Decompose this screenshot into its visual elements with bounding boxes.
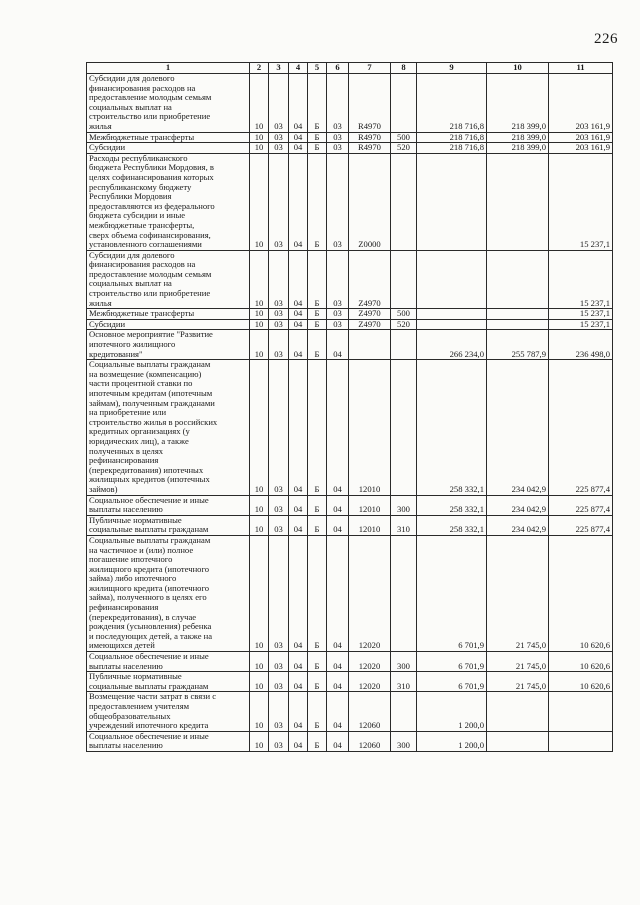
activity-code-cell: 04 bbox=[327, 692, 349, 731]
column-header: 10 bbox=[487, 63, 549, 74]
subprogram-code-cell: Б bbox=[308, 309, 327, 320]
row-name-cell: Социальное обеспечение и иные выплаты населению bbox=[87, 495, 250, 515]
section-code-cell: 10 bbox=[250, 692, 269, 731]
row-name-cell: Социальное обеспечение и иные выплаты населению bbox=[87, 652, 250, 672]
amount-year3-cell: 225 877,4 bbox=[549, 515, 613, 535]
activity-code-cell: 04 bbox=[327, 360, 349, 495]
amount-year3-cell: 15 237,1 bbox=[549, 250, 613, 309]
row-name-cell: Публичные нормативные социальные выплаты гражданам bbox=[87, 515, 250, 535]
table-row bbox=[87, 250, 613, 309]
amount-year3-cell bbox=[549, 731, 613, 751]
direction-code-cell: R4970 bbox=[349, 143, 391, 154]
column-header: 2 bbox=[250, 63, 269, 74]
activity-code-cell: 03 bbox=[327, 250, 349, 309]
section-code-cell: 10 bbox=[250, 74, 269, 133]
subsection-code-cell: 03 bbox=[269, 360, 289, 495]
subsection-code-cell: 03 bbox=[269, 535, 289, 651]
subprogram-code-cell: Б bbox=[308, 652, 327, 672]
subprogram-code-cell: Б bbox=[308, 692, 327, 731]
program-code-cell: 04 bbox=[289, 495, 308, 515]
table-row bbox=[87, 535, 613, 651]
subsection-code-cell: 03 bbox=[269, 153, 289, 250]
table-row bbox=[87, 143, 613, 154]
amount-year3-cell: 203 161,9 bbox=[549, 74, 613, 133]
program-code-cell: 04 bbox=[289, 143, 308, 154]
amount-year3-cell: 225 877,4 bbox=[549, 360, 613, 495]
amount-year1-cell: 6 701,9 bbox=[417, 535, 487, 651]
section-code-cell: 10 bbox=[250, 309, 269, 320]
subsection-code-cell: 03 bbox=[269, 74, 289, 133]
table-row bbox=[87, 652, 613, 672]
section-code-cell: 10 bbox=[250, 132, 269, 143]
table-row bbox=[87, 672, 613, 692]
subsection-code-cell: 03 bbox=[269, 672, 289, 692]
amount-year1-cell bbox=[417, 309, 487, 320]
program-code-cell: 04 bbox=[289, 692, 308, 731]
column-header: 4 bbox=[289, 63, 308, 74]
direction-code-cell: Z4970 bbox=[349, 319, 391, 330]
column-header: 11 bbox=[549, 63, 613, 74]
row-name-cell: Межбюджетные трансферты bbox=[87, 132, 250, 143]
amount-year2-cell: 218 399,0 bbox=[487, 74, 549, 133]
table-row bbox=[87, 309, 613, 320]
column-header: 9 bbox=[417, 63, 487, 74]
direction-code-cell: 12060 bbox=[349, 692, 391, 731]
program-code-cell: 04 bbox=[289, 731, 308, 751]
activity-code-cell: 03 bbox=[327, 153, 349, 250]
direction-code-cell: 12010 bbox=[349, 360, 391, 495]
direction-code-cell: 12020 bbox=[349, 652, 391, 672]
amount-year2-cell: 21 745,0 bbox=[487, 672, 549, 692]
subsection-code-cell: 03 bbox=[269, 731, 289, 751]
expense-type-cell bbox=[391, 153, 417, 250]
amount-year2-cell: 218 399,0 bbox=[487, 132, 549, 143]
expense-type-cell: 310 bbox=[391, 672, 417, 692]
subprogram-code-cell: Б bbox=[308, 132, 327, 143]
section-code-cell: 10 bbox=[250, 319, 269, 330]
subprogram-code-cell: Б bbox=[308, 319, 327, 330]
program-code-cell: 04 bbox=[289, 360, 308, 495]
program-code-cell: 04 bbox=[289, 330, 308, 360]
expense-type-cell bbox=[391, 330, 417, 360]
subsection-code-cell: 03 bbox=[269, 652, 289, 672]
subsection-code-cell: 03 bbox=[269, 309, 289, 320]
amount-year1-cell: 258 332,1 bbox=[417, 360, 487, 495]
direction-code-cell: Z0000 bbox=[349, 153, 391, 250]
section-code-cell: 10 bbox=[250, 731, 269, 751]
subprogram-code-cell: Б bbox=[308, 535, 327, 651]
expense-type-cell bbox=[391, 250, 417, 309]
section-code-cell: 10 bbox=[250, 153, 269, 250]
row-name-cell: Межбюджетные трансферты bbox=[87, 309, 250, 320]
column-header: 7 bbox=[349, 63, 391, 74]
subprogram-code-cell: Б bbox=[308, 153, 327, 250]
amount-year2-cell: 218 399,0 bbox=[487, 143, 549, 154]
activity-code-cell: 03 bbox=[327, 143, 349, 154]
amount-year1-cell bbox=[417, 319, 487, 330]
column-header: 6 bbox=[327, 63, 349, 74]
expense-type-cell bbox=[391, 692, 417, 731]
amount-year2-cell: 255 787,9 bbox=[487, 330, 549, 360]
amount-year2-cell bbox=[487, 731, 549, 751]
amount-year3-cell: 10 620,6 bbox=[549, 672, 613, 692]
activity-code-cell: 04 bbox=[327, 535, 349, 651]
program-code-cell: 04 bbox=[289, 309, 308, 320]
activity-code-cell: 03 bbox=[327, 319, 349, 330]
program-code-cell: 04 bbox=[289, 535, 308, 651]
table-header-row bbox=[87, 63, 613, 74]
amount-year1-cell: 6 701,9 bbox=[417, 652, 487, 672]
section-code-cell: 10 bbox=[250, 330, 269, 360]
subsection-code-cell: 03 bbox=[269, 250, 289, 309]
activity-code-cell: 03 bbox=[327, 309, 349, 320]
expense-type-cell: 300 bbox=[391, 652, 417, 672]
row-name-cell: Субсидии для долевого финансирования расходов на предоставление молодым семьям социальных выплат на строительство или приобретение жилья bbox=[87, 74, 250, 133]
program-code-cell: 04 bbox=[289, 153, 308, 250]
table-row bbox=[87, 132, 613, 143]
direction-code-cell bbox=[349, 330, 391, 360]
row-name-cell: Социальные выплаты гражданам на частичное и (или) полное погашение ипотечного жилищного кредита (ипотечного займа) либо ипотечного жилищного кредита (ипотечного займа), полученного в целях его рефинансирования (перекредитования), в случае рождения (усыновления) ребенка и последующих детей, а также на имеющихся детей bbox=[87, 535, 250, 651]
subsection-code-cell: 03 bbox=[269, 330, 289, 360]
expense-type-cell: 500 bbox=[391, 309, 417, 320]
program-code-cell: 04 bbox=[289, 74, 308, 133]
amount-year1-cell: 218 716,8 bbox=[417, 132, 487, 143]
amount-year3-cell: 10 620,6 bbox=[549, 535, 613, 651]
expense-type-cell: 300 bbox=[391, 731, 417, 751]
amount-year3-cell: 225 877,4 bbox=[549, 495, 613, 515]
subsection-code-cell: 03 bbox=[269, 495, 289, 515]
section-code-cell: 10 bbox=[250, 672, 269, 692]
table-row bbox=[87, 360, 613, 495]
subprogram-code-cell: Б bbox=[308, 143, 327, 154]
subprogram-code-cell: Б bbox=[308, 731, 327, 751]
amount-year3-cell: 203 161,9 bbox=[549, 132, 613, 143]
activity-code-cell: 03 bbox=[327, 132, 349, 143]
expense-type-cell bbox=[391, 360, 417, 495]
amount-year3-cell: 236 498,0 bbox=[549, 330, 613, 360]
subsection-code-cell: 03 bbox=[269, 692, 289, 731]
direction-code-cell: R4970 bbox=[349, 74, 391, 133]
amount-year2-cell: 21 745,0 bbox=[487, 535, 549, 651]
subsection-code-cell: 03 bbox=[269, 143, 289, 154]
table-row bbox=[87, 495, 613, 515]
program-code-cell: 04 bbox=[289, 515, 308, 535]
table-row bbox=[87, 692, 613, 731]
direction-code-cell: Z4970 bbox=[349, 250, 391, 309]
column-header: 5 bbox=[308, 63, 327, 74]
amount-year3-cell: 15 237,1 bbox=[549, 319, 613, 330]
row-name-cell: Социальные выплаты гражданам на возмещение (компенсацию) части процентной ставки по ипотечным кредитам (ипотечным займам), полученным гражданами на приобретение или строительство жилья в российских кредитных организациях (у юридических лиц), а также полученных в целях рефинансирования (перекредитования) ипотечных жилищных кредитов (ипотечных займов) bbox=[87, 360, 250, 495]
expense-type-cell: 500 bbox=[391, 132, 417, 143]
activity-code-cell: 04 bbox=[327, 672, 349, 692]
amount-year2-cell bbox=[487, 692, 549, 731]
table-row bbox=[87, 74, 613, 133]
subsection-code-cell: 03 bbox=[269, 319, 289, 330]
row-name-cell: Субсидии bbox=[87, 143, 250, 154]
amount-year1-cell: 1 200,0 bbox=[417, 692, 487, 731]
amount-year2-cell bbox=[487, 319, 549, 330]
amount-year2-cell bbox=[487, 153, 549, 250]
amount-year1-cell: 218 716,8 bbox=[417, 74, 487, 133]
table-row bbox=[87, 153, 613, 250]
subsection-code-cell: 03 bbox=[269, 515, 289, 535]
amount-year2-cell: 234 042,9 bbox=[487, 515, 549, 535]
subprogram-code-cell: Б bbox=[308, 330, 327, 360]
amount-year1-cell bbox=[417, 153, 487, 250]
expense-type-cell: 300 bbox=[391, 495, 417, 515]
subsection-code-cell: 03 bbox=[269, 132, 289, 143]
table-row bbox=[87, 515, 613, 535]
amount-year3-cell: 15 237,1 bbox=[549, 153, 613, 250]
direction-code-cell: R4970 bbox=[349, 132, 391, 143]
activity-code-cell: 04 bbox=[327, 652, 349, 672]
table-body bbox=[87, 74, 613, 752]
subprogram-code-cell: Б bbox=[308, 250, 327, 309]
amount-year2-cell: 21 745,0 bbox=[487, 652, 549, 672]
column-header: 8 bbox=[391, 63, 417, 74]
program-code-cell: 04 bbox=[289, 319, 308, 330]
section-code-cell: 10 bbox=[250, 515, 269, 535]
expense-type-cell bbox=[391, 74, 417, 133]
amount-year1-cell: 266 234,0 bbox=[417, 330, 487, 360]
section-code-cell: 10 bbox=[250, 495, 269, 515]
amount-year1-cell: 258 332,1 bbox=[417, 515, 487, 535]
expense-type-cell: 520 bbox=[391, 319, 417, 330]
amount-year1-cell: 218 716,8 bbox=[417, 143, 487, 154]
amount-year3-cell: 15 237,1 bbox=[549, 309, 613, 320]
subprogram-code-cell: Б bbox=[308, 360, 327, 495]
page-number: 226 bbox=[594, 31, 618, 47]
subprogram-code-cell: Б bbox=[308, 515, 327, 535]
direction-code-cell: 12010 bbox=[349, 515, 391, 535]
expense-type-cell bbox=[391, 535, 417, 651]
row-name-cell: Публичные нормативные социальные выплаты гражданам bbox=[87, 672, 250, 692]
subprogram-code-cell: Б bbox=[308, 74, 327, 133]
amount-year2-cell bbox=[487, 309, 549, 320]
section-code-cell: 10 bbox=[250, 535, 269, 651]
amount-year1-cell: 6 701,9 bbox=[417, 672, 487, 692]
amount-year1-cell: 1 200,0 bbox=[417, 731, 487, 751]
table-row bbox=[87, 731, 613, 751]
program-code-cell: 04 bbox=[289, 672, 308, 692]
amount-year3-cell: 10 620,6 bbox=[549, 652, 613, 672]
amount-year1-cell: 258 332,1 bbox=[417, 495, 487, 515]
column-header: 1 bbox=[87, 63, 250, 74]
row-name-cell: Возмещение части затрат в связи с предоставлением учителям общеобразовательных учреждений ипотечного кредита bbox=[87, 692, 250, 731]
direction-code-cell: 12060 bbox=[349, 731, 391, 751]
section-code-cell: 10 bbox=[250, 250, 269, 309]
subprogram-code-cell: Б bbox=[308, 672, 327, 692]
section-code-cell: 10 bbox=[250, 143, 269, 154]
activity-code-cell: 04 bbox=[327, 731, 349, 751]
amount-year3-cell: 203 161,9 bbox=[549, 143, 613, 154]
table-row bbox=[87, 319, 613, 330]
amount-year1-cell bbox=[417, 250, 487, 309]
column-header: 3 bbox=[269, 63, 289, 74]
amount-year3-cell bbox=[549, 692, 613, 731]
section-code-cell: 10 bbox=[250, 360, 269, 495]
row-name-cell: Социальное обеспечение и иные выплаты населению bbox=[87, 731, 250, 751]
subprogram-code-cell: Б bbox=[308, 495, 327, 515]
activity-code-cell: 03 bbox=[327, 74, 349, 133]
row-name-cell: Расходы республиканского бюджета Республики Мордовия, в целях софинансирования которых республиканскому бюджету Республики Мордовия предоставляются из федерального бюджета субсидии и иные межбюджетные трансферты, сверх объема софинансирования, установленного соглашениями bbox=[87, 153, 250, 250]
activity-code-cell: 04 bbox=[327, 515, 349, 535]
budget-table bbox=[86, 62, 613, 752]
section-code-cell: 10 bbox=[250, 652, 269, 672]
direction-code-cell: 12020 bbox=[349, 535, 391, 651]
direction-code-cell: 12020 bbox=[349, 672, 391, 692]
row-name-cell: Субсидии для долевого финансирования расходов на предоставление молодым семьям социальных выплат на строительство или приобретение жилья bbox=[87, 250, 250, 309]
direction-code-cell: 12010 bbox=[349, 495, 391, 515]
amount-year2-cell bbox=[487, 250, 549, 309]
table-row bbox=[87, 330, 613, 360]
direction-code-cell: Z4970 bbox=[349, 309, 391, 320]
activity-code-cell: 04 bbox=[327, 495, 349, 515]
row-name-cell: Субсидии bbox=[87, 319, 250, 330]
program-code-cell: 04 bbox=[289, 652, 308, 672]
program-code-cell: 04 bbox=[289, 132, 308, 143]
amount-year2-cell: 234 042,9 bbox=[487, 495, 549, 515]
expense-type-cell: 310 bbox=[391, 515, 417, 535]
program-code-cell: 04 bbox=[289, 250, 308, 309]
expense-type-cell: 520 bbox=[391, 143, 417, 154]
row-name-cell: Основное мероприятие "Развитие ипотечного жилищного кредитования" bbox=[87, 330, 250, 360]
activity-code-cell: 04 bbox=[327, 330, 349, 360]
amount-year2-cell: 234 042,9 bbox=[487, 360, 549, 495]
